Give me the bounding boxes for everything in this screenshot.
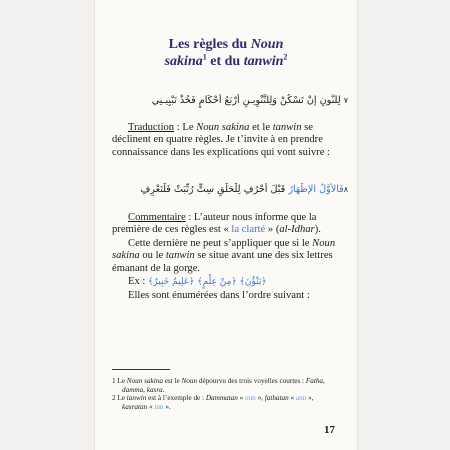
- explanation-paragraph: Cette dernière ne peut s’appliquer que si le Noun sakina ou le tanwin se situe avant une des six lettres émanant de la gorge.: [112, 238, 336, 274]
- verse-number: ٧: [343, 96, 348, 105]
- title-em: sakina: [164, 54, 203, 69]
- title-text: Les règles du: [168, 37, 251, 52]
- list-intro: Elles sont énumérées dans l’ordre suivant :: [128, 290, 310, 301]
- footnote-ref: 1: [202, 52, 207, 62]
- footnote-2: 2 Le tanwin est à l’exemple de : Dammatan « oun », fathatan « ann », kasratan « inn ».: [112, 394, 314, 411]
- translation-label: Traduction: [128, 122, 175, 133]
- commentary-label: Commentaire: [128, 212, 186, 223]
- page-title-line-1: [95, 37, 357, 53]
- translation-paragraph: Traduction : Le Noun sakina et le tanwin se déclinent en quatre règles. Je t’invite à en prendre connaissance dans les explications qui vont suivre :: [112, 122, 331, 158]
- page-number: 17: [324, 424, 335, 436]
- example-line: [112, 276, 336, 288]
- footnote-divider: [112, 369, 170, 370]
- commentary-paragraph: Commentaire : L’auteur nous informe que la première de ces règles est « la clarté » (al-Idhar).: [112, 212, 321, 236]
- verse-text: لِلنُّونِ إنْ تَسْكُنْ وَلِلتَّنْوِيـنِ أَرْبَعُ أَحْكَامٍ فَخُذْ تَبْيِيـنِي: [151, 95, 341, 106]
- verse-7: [110, 94, 348, 108]
- book-page: [95, 0, 357, 450]
- page-title-line-2: [95, 54, 357, 70]
- highlight-term: la clarté: [231, 224, 266, 236]
- footnote-ref: 2: [283, 52, 288, 62]
- title-text: et du: [206, 54, 244, 69]
- footnotes: [112, 377, 336, 411]
- example-arabic: ﴿يَنْؤُنَ﴾ ﴿مِنْ عِلْمٍ﴾ ﴿عَلِيمٌ خَبِيرٌ﴾: [148, 277, 267, 287]
- verse-highlight: فَالأَوَّلُ الإظْهَارُ: [288, 184, 344, 195]
- title-em: Noun: [250, 37, 284, 52]
- verse-number: ٨: [343, 185, 348, 194]
- verse-8: [110, 183, 348, 197]
- example-label: Ex :: [128, 276, 149, 287]
- verse-text: قَبْلَ أَحْرُفِ لِلْحَلْقِ سِتٍّ رُتِّبَتْ فَلْتَعْرِفِ: [140, 184, 289, 195]
- footnote-1: 1 Le Noun sakina est le Noun dépourvu des trois voyelles courtes : Fatha, damma, kasra.: [112, 377, 325, 394]
- title-em: tanwin: [243, 54, 284, 69]
